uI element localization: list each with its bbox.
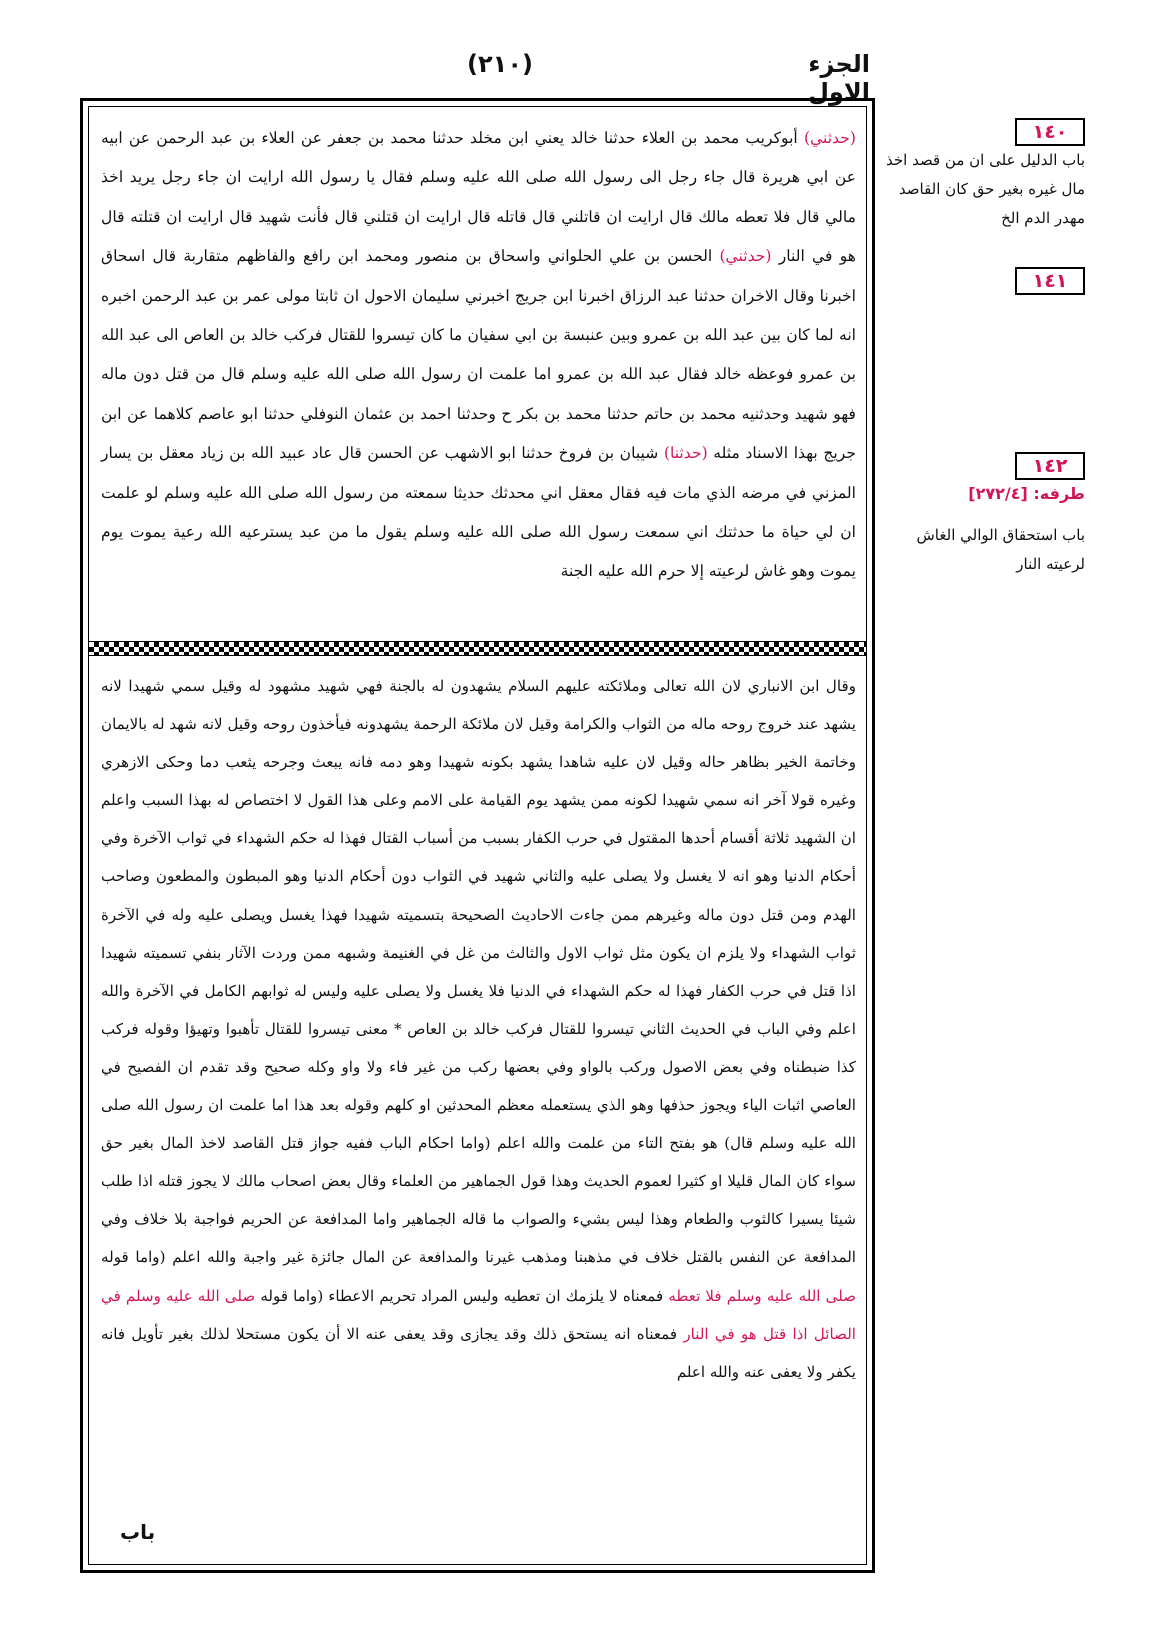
hadith-number-142: ١٤٢ bbox=[1015, 452, 1085, 480]
text-frame bbox=[80, 98, 875, 1573]
chapter-title-1: باب الدليل على ان من قصد اخذ مال غيره بغير حق كان القاصد مهدر الدم الخ bbox=[886, 151, 1085, 227]
sidebar-block-141 bbox=[885, 267, 1085, 295]
page-number: (٢١٠) bbox=[467, 50, 533, 78]
chapter-title-2: باب استحقاق الوالي الغاش لرعيته النار bbox=[916, 526, 1085, 573]
commentary-quote-1: صلى الله عليه وسلم فلا تعطه bbox=[668, 1286, 857, 1305]
catchword: باب bbox=[120, 1520, 156, 1544]
commentary-part-2: فمعناه لا يلزمك ان تعطيه وليس المراد تحريم الاعطاء (واما قوله bbox=[255, 1286, 669, 1305]
hadith-141-text: الحسن بن علي الحلواني واسحاق بن منصور ومحمد ابن رافع والفاظهم متقاربة قال اسحاق اخبرنا وقال الاخران حدثنا عبد الرزاق اخبرنا ابن جريج اخبرني سليمان الاحول ان ثابتا مولى عمر بن عبد الرحمن اخبره انه لما كان بين عبد الله بن عمرو وبين عنبسة بن ابي سفيان ما كان تيسروا للقتال فركب خالد بن العاص الى عبد الله بن عمرو فوعظه خالد فقال عبد الله بن عمرو اما علمت ان رسول الله صلى الله عليه وسلم قال من قتل دون ماله فهو شهيد وحدثنيه محمد بن حاتم حدثنا محمد بن بكر ح وحدثنا احمد بن عثمان النوفلي حدثنا ابو عاصم كلاهما عن ابن جريج بهذا الاسناد مثله bbox=[101, 247, 856, 463]
checkered-divider bbox=[89, 641, 866, 656]
part-title: الجزء الاول bbox=[808, 50, 870, 106]
commentary-text bbox=[101, 667, 856, 1554]
commentary-quote-2: صلى الله عليه وسلم في الصائل اذا قتل هو في النار bbox=[101, 1286, 856, 1343]
hadith-142-text: شيبان بن فروخ حدثنا ابو الاشهب عن الحسن قال عاد عبيد الله بن زياد معقل بن يسار المزني في مرضه الذي مات فيه فقال معقل اني محدثك حديثا سمعته من رسول الله صلى الله عليه وسلم لو علمت ان لي حياة ما حدثتك اني سمعت رسول الله صلى الله عليه وسلم يقول ما من عبد يسترعيه الله رعية يموت يوم يموت وهو غاش لرعيته إلا حرم الله عليه الجنة bbox=[101, 444, 856, 581]
hadith-140-text: أبوكريب محمد بن العلاء حدثنا خالد يعني ابن مخلد حدثنا محمد بن جعفر عن العلاء بن عبد الرحمن عن ابيه عن ابي هريرة قال جاء رجل الى رسول الله صلى الله عليه وسلم فقال يا رسول الله ارايت ان جاء رجل يريد اخذ مالي قال فلا تعطه مالك قال ارايت ان قاتلني قال قاتله قال ارايت ان قتلني قال فأنت شهيد قال ارايت ان قتلته قال هو في النار bbox=[101, 129, 857, 266]
narration-marker: (حدثني) bbox=[803, 129, 856, 147]
narration-marker: (حدثني) bbox=[719, 247, 772, 266]
hadith-text bbox=[101, 119, 856, 629]
cross-reference: طرفه: [٢٧٢/٤] bbox=[968, 484, 1085, 503]
sidebar-block-142 bbox=[885, 452, 1085, 579]
hadith-number-141: ١٤١ bbox=[1015, 267, 1085, 295]
commentary-part-3: فمعناه انه يستحق ذلك وقد يجازى وقد يعفى عنه الا أن يكون مستحلا لذلك بغير تأويل فانه يكفر ولا يعفى عنه والله اعلم bbox=[101, 1324, 856, 1381]
narration-marker: (حدثنا) bbox=[663, 444, 708, 463]
sidebar-block-140 bbox=[885, 118, 1085, 233]
hadith-number-140: ١٤٠ bbox=[1015, 118, 1085, 146]
text-frame-inner bbox=[88, 106, 867, 1565]
commentary-part-1: وقال ابن الانباري لان الله تعالى وملائكته عليهم السلام يشهدون له بالجنة فهي شهيد مشهود له وقيل سمي شهيدا لانه يشهد عند خروج روحه ماله من الثواب والكرامة وقيل لان ملائكة الرحمة يشهدونه فيأخذون روحه وقيل لانه شهد له بالايمان وخاتمة الخير بظاهر حاله وقيل لان عليه شاهدا يشهد بكونه شهيدا وهو دمه فانه يبعث وجرحه يثعب دما وحكى الازهري وغيره قولا آخر انه سمي شهيدا لكونه ممن يشهد يوم القيامة على الامم وعلى هذا القول لا اختصاص له بهذا السبب واعلم ان الشهيد ثلاثة أقسام أحدها المقتول في حرب الكفار بسبب من أسباب القتال فهذا له حكم الشهداء في ثواب الآخرة وفي أحكام الدنيا وهو انه لا يغسل ولا يصلى عليه والثاني شهيد في الثواب دون أحكام الدنيا وهو المبطون والمطعون وصاحب الهدم ومن قتل دون ماله وغيرهم ممن جاءت الاحاديث الصحيحة بتسميته شهيدا فهذا يغسل ويصلى عليه وله في الآخرة ثواب الشهداء ولا يلزم ان يكون مثل ثواب الاول والثالث من غل في الغنيمة وشبهه ممن وردت الآثار بنفي تسميته شهيدا اذا قتل في حرب الكفار فهذا له حكم الشهداء في الدنيا فلا يغسل ولا يصلى عليه وليس له ثوابهم الكامل في الآخرة والله اعلم وفي الباب في الحديث الثاني تيسروا للقتال فركب خالد بن العاص * معنى تيسروا للقتال تأهبوا وتهيؤا وقوله فركب كذا ضبطناه وفي بعض الاصول وركب بالواو وفي بعضها ركب من غير فاء ولا واو وكله صحيح وقد تقدم ان الفصيح في العاصي اثبات الياء ويجوز حذفها وهو الذي يستعمله معظم المحدثين او كلهم وقوله بعد هذا اما علمت ان رسول الله صلى الله عليه وسلم قال) هو بفتح التاء من علمت والله اعلم (واما احكام الباب ففيه جواز قتل القاصد لاخذ المال بغير حق سواء كان المال قليلا او كثيرا لعموم الحديث وهذا قول الجماهير من العلماء وقال بعض اصحاب مالك لا يجوز قتله اذا طلب شيئا يسيرا كالثوب والطعام وهذا ليس بشيء والصواب ما قاله الجماهير واما المدافعة عن الحريم فواجبة بلا خلاف وفي المدافعة عن النفس بالقتل خلاف في مذهبنا ومذهب غيرنا والمدافعة عن المال جائزة غير واجبة والله اعلم (واما قوله bbox=[101, 677, 856, 1267]
